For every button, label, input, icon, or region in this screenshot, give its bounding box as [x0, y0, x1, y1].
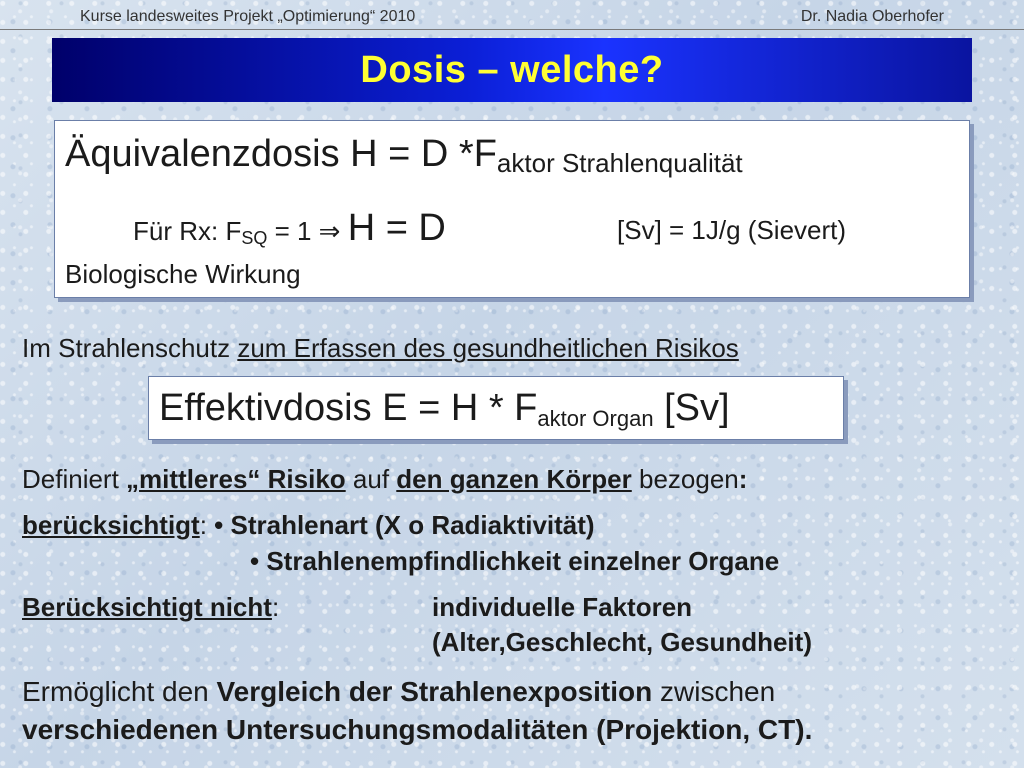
- not-considered-details: (Alter,Geschlecht, Gesundheit): [432, 627, 812, 657]
- defined-whole-body: den ganzen Körper: [396, 464, 632, 494]
- comparison-line-1: [22, 676, 775, 708]
- defined-p1: Definiert: [22, 464, 127, 494]
- rx-prefix: Für Rx: F: [133, 216, 242, 246]
- rp-underlined: zum Erfassen des gesundheitlichen Risikos: [237, 333, 739, 363]
- considers-item-organ-sensitivity: • Strahlenempfindlichkeit einzelner Organe: [250, 546, 780, 576]
- comparison-bold: Vergleich der Strahlenexposition: [216, 676, 653, 707]
- sievert-unit: [Sv] = 1J/g (Sievert): [617, 215, 847, 245]
- not-considered-line: [22, 592, 279, 623]
- rx-implies: = 1 ⇒: [267, 216, 348, 246]
- considers-item-radiation-type: • Strahlenart (X o Radiaktivität): [214, 510, 595, 540]
- header-author: Dr. Nadia Oberhofer: [800, 8, 944, 25]
- considers-colon: :: [199, 510, 215, 540]
- eff-subscript: aktor Organ: [537, 406, 654, 431]
- rx-subscript: SQ: [241, 228, 268, 248]
- comparison-p3: zwischen: [652, 676, 776, 707]
- equivalent-dose-box: [54, 120, 970, 298]
- rp-prefix: Im Strahlenschutz: [22, 333, 238, 363]
- formula-subscript: aktor Strahlenqualität: [496, 148, 743, 178]
- header-rule: [0, 29, 1024, 30]
- eff-main: Effektivdosis E = H * F: [159, 387, 538, 429]
- defined-p3: auf: [345, 464, 397, 494]
- rx-h-equals-d: H = D: [347, 207, 446, 249]
- biological-effect: Biologische Wirkung: [65, 259, 301, 289]
- radiation-protection-line: [22, 333, 739, 364]
- considers-label: berücksichtigt: [22, 510, 200, 540]
- defined-p5: bezogen: [631, 464, 739, 494]
- rx-formula: [133, 207, 847, 250]
- comparison-line-2: verschiedenen Untersuchungsmodalitäten (Projektion, CT).: [22, 714, 813, 745]
- not-considered-label: Berücksichtigt nicht: [22, 592, 272, 622]
- not-considered-factors: individuelle Faktoren: [432, 592, 693, 622]
- header-course: Kurse landesweites Projekt „Optimierung“ 2010: [80, 8, 416, 25]
- defined-colon: :: [738, 464, 748, 494]
- defined-line: [22, 464, 747, 495]
- not-considered-colon: :: [271, 592, 280, 622]
- effective-dose-formula: [159, 387, 730, 432]
- effective-dose-box: [148, 376, 844, 440]
- defined-mean-risk: „mittleres“ Risiko: [126, 464, 346, 494]
- formula-main: Äquivalenzdosis H = D *F: [65, 133, 497, 175]
- considers-line: [22, 510, 595, 541]
- eff-unit: [Sv]: [653, 387, 730, 429]
- slide-title: Dosis – welche?: [360, 48, 664, 91]
- equivalent-dose-formula: [65, 133, 743, 179]
- slide-header: [0, 0, 1024, 30]
- title-bar: [52, 38, 972, 102]
- comparison-p1: Ermöglicht den: [22, 676, 217, 707]
